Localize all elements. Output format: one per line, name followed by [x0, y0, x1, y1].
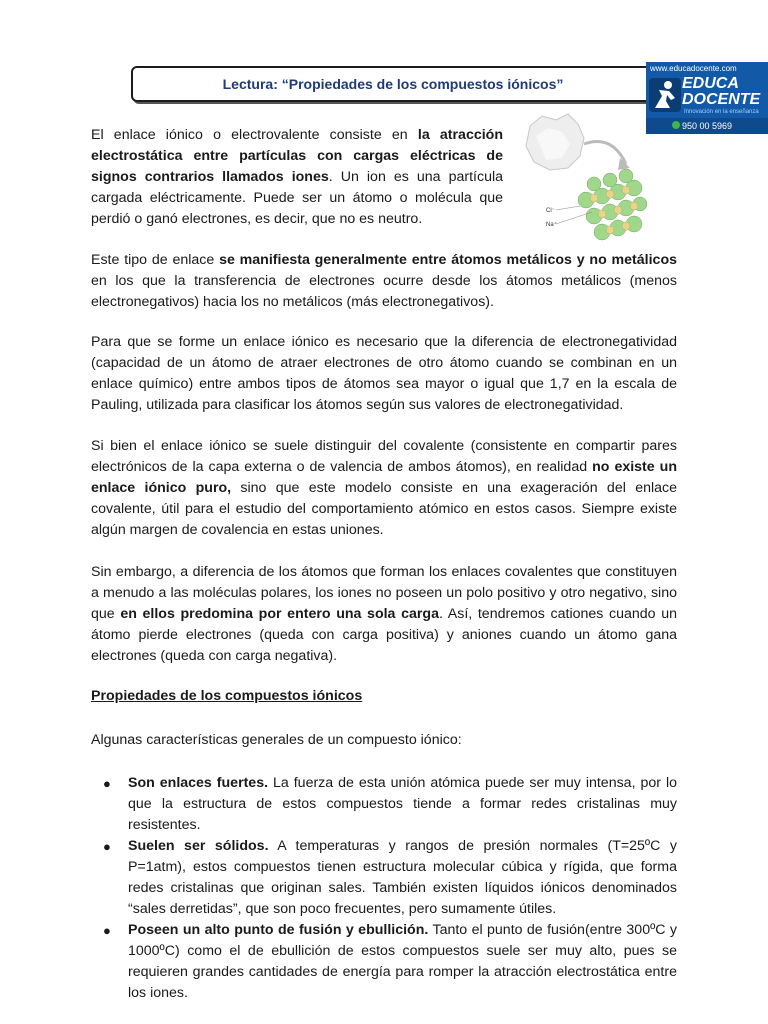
logo-url: www.educadocente.com: [650, 64, 737, 73]
paragraph-electronegativity: Para que se forme un enlace iónico es necesario que la diferencia de electronegatividad (capacidad de un átomo de atraer electrones de otro átomo cuando se combinan en un enlace químico) entre ambos tipos de átomos sea mayor o igual que 1,7 en la escala de Pauling, utilizada para clasificar los átomos según sus valores de electronegatividad.: [91, 334, 677, 413]
logo-phone-bar: [646, 118, 768, 134]
title-box: [131, 66, 655, 102]
list-item: ● Poseen un alto punto de fusión y ebullición. Tanto el punto de fusión(entre 300ºC y 1000ºC) como el de ebullición de estos compuestos suele ser muy alto, pues se requieren grandes cantidades de energía para romper la atracción electrostática entre los iones.: [103, 922, 677, 1001]
paragraph-definition: El enlace iónico o electrovalente consiste en la atracción electrostática entre partículas con cargas eléctricas de signos contrarios llamados iones. Un ion es una partícula cargada eléctricamente. Puede ser un átomo o molécula que perdió o ganó electrones, es decir, que no es neutro.: [91, 127, 504, 227]
section-heading: Propiedades de los compuestos iónicos: [91, 688, 363, 704]
properties-list: [91, 773, 677, 1004]
chloride-label: Cl⁻: [546, 208, 555, 214]
ionic-crystal-illustration: [522, 112, 650, 244]
logo-tagline: Innovación en la enseñanza: [684, 109, 759, 115]
paragraph-metal-nonmetal: Este tipo de enlace se manifiesta generalmente entre átomos metálicos y no metálicos en los que la transferencia de electrones ocurre desde los átomos metálicos (menos electronegativos) hacia los no metálicos (más electronegativos).: [91, 252, 677, 310]
paragraph-covalent: Si bien el enlace iónico se suele distinguir del covalente (consistente en compartir pares electrónicos de la capa externa o de valencia de ambos átomos), en realidad no existe un enlace iónico puro, sino que este modelo consiste en una exageración del enlace covalente, útil para el estudio del comportamiento atómico en estos casos. Siempre existe algún margen de covalencia en estas uniones.: [91, 438, 677, 538]
sodium-label: Na⁺: [546, 222, 557, 228]
bullet-icon: ●: [103, 923, 111, 938]
list-item: ● Son enlaces fuertes. La fuerza de esta unión atómica puede ser muy intensa, por lo que la estructura de estos compuestos tiende a formar redes cristalinas muy resistentes.: [103, 775, 677, 833]
logo-phone: 950 00 5969: [682, 121, 733, 131]
educadocente-logo: [646, 62, 768, 134]
logo-brand: EDUCA DOCENTE: [682, 75, 761, 108]
bullet-icon: ●: [103, 776, 111, 791]
page-title: Lectura: “Propiedades de los compuestos iónicos”: [222, 76, 564, 92]
list-item: ● Suelen ser sólidos. A temperaturas y rangos de presión normales (T=25ºC y P=1atm), estos compuestos tienen estructura molecular cúbica y rígida, que forma redes cristalinas que originan sales. También existen líquidos iónicos denominados “sales derretidas”, que son poco frecuentes, pero sumamente útiles.: [103, 838, 677, 917]
section-intro: Algunas características generales de un compuesto iónico:: [91, 732, 462, 748]
logo-figure-icon: [649, 78, 681, 112]
bullet-icon: ●: [103, 839, 111, 854]
paragraph-charges: Sin embargo, a diferencia de los átomos que forman los enlaces covalentes que constituyen a menudo a las moléculas polares, los iones no poseen un polo positivo y otro negativo, sino que en ellos predomina por entero una sola carga. Así, tendremos cationes cuando un átomo pierde electrones (queda con carga positiva) y aniones cuando un átomo gana electrones (queda con carga negativa).: [91, 564, 678, 664]
phone-icon: [672, 121, 680, 129]
